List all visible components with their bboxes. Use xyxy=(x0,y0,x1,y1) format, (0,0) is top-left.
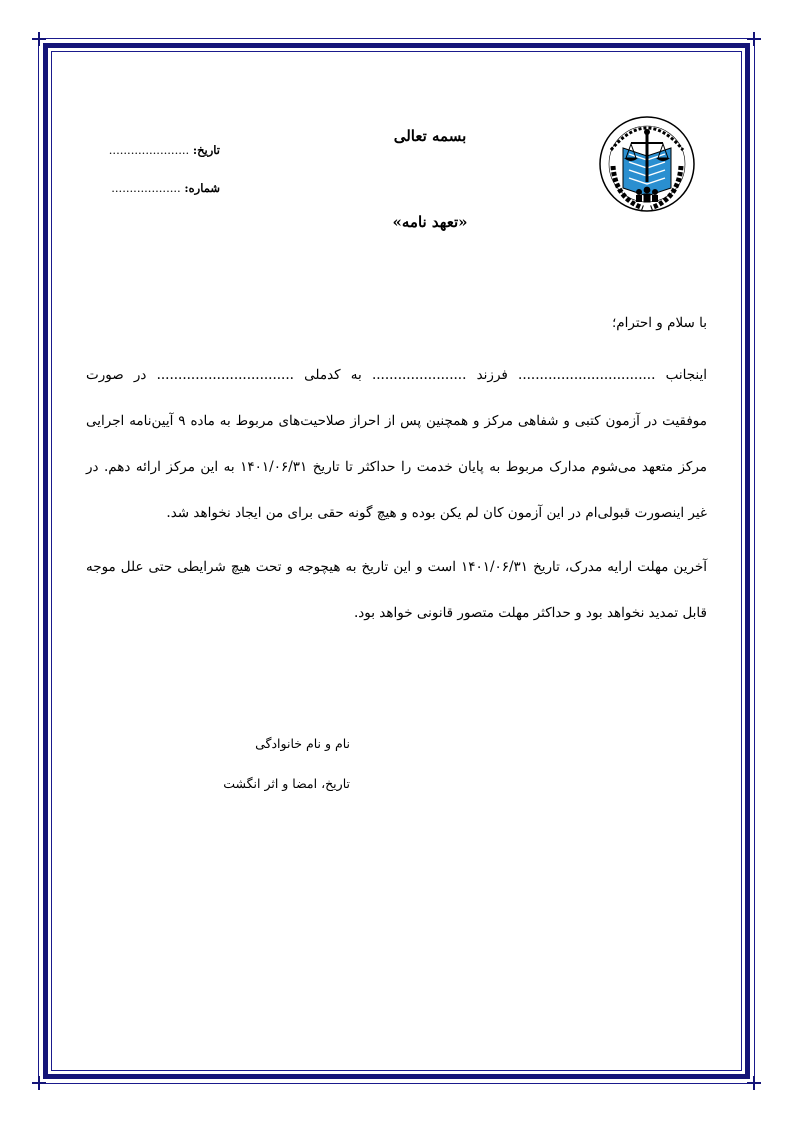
document-title: «تعهد نامه» xyxy=(392,213,468,231)
letter-body xyxy=(86,300,707,644)
organization-seal-logo xyxy=(597,110,697,226)
border-corner-ornament xyxy=(747,32,761,46)
border-corner-ornament xyxy=(32,32,46,46)
signature-date-line: تاریخ، امضا و اثر انگشت xyxy=(223,776,350,791)
deadline-paragraph: آخرین مهلت ارایه مدرک، تاریخ ۱۴۰۱/۰۶/۳۱ است و این تاریخ به هیچوجه و تحت هیچ شرایطی حتی علل موجه قابل تمدید نخواهد بود و حداکثر مهلت متصور قانونی خواهد بود. xyxy=(86,559,707,621)
number-field xyxy=(100,181,220,195)
date-label: تاریخ: xyxy=(192,143,220,157)
date-blank: ...................... xyxy=(108,143,190,157)
number-blank: ................... xyxy=(111,181,181,195)
bismillah-heading: بسمه تعالی xyxy=(393,127,467,145)
date-field xyxy=(100,143,220,157)
border-corner-ornament xyxy=(32,1076,46,1090)
commitment-paragraph: اینجانب ................................ فرزند ...................... به کدملی ................................ در صورت موفقیت در آزمون کتبی و شفاهی مرکز و همچنین پس از احراز صلاحیت‌های مربوط به ماده ۹ آیین‌نامه اجرایی مرکز متعهد می‌شوم مدارک مربوط به پایان خدمت را حداکثر تا تاریخ ۱۴۰۱/۰۶/۳۱ به این مرکز ارائه دهم. در غیر اینصورت قبولی‌ام در این آزمون کان لم یکن بوده و هیچ گونه حقی برای من ایجاد نخواهد شد. xyxy=(86,367,708,521)
border-corner-ornament xyxy=(747,1076,761,1090)
number-label: شماره: xyxy=(184,181,220,195)
greeting: با سلام و احترام؛ xyxy=(611,315,707,331)
signature-name-line: نام و نام خانوادگی xyxy=(255,736,350,751)
